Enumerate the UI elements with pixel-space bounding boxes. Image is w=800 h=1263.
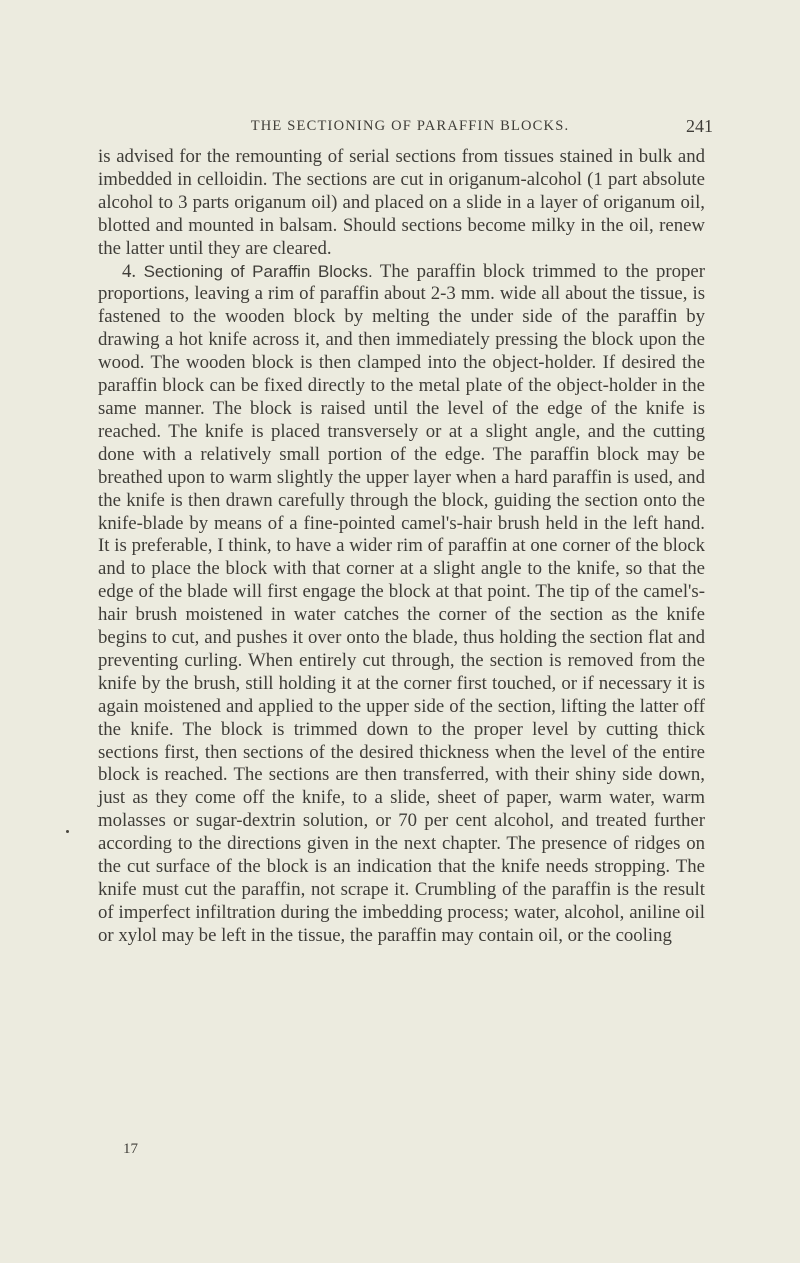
page-number: 241 [686, 116, 713, 136]
running-title: THE SECTIONING OF PARAFFIN BLOCKS. [250, 118, 570, 134]
paragraph-continued: is advised for the remounting of serial sections from tissues stained in bulk and imbedded in celloidin. The sections are cut in origanum-alcohol (1 part absolute alcohol to 3 parts origanum oil) and placed on a slide in a layer of origanum oil, blotted and mounted in balsam. Should sections become milky in the oil, renew the latter until they are cleared. [98, 146, 705, 259]
section-number: 4. [122, 260, 137, 282]
margin-speck [66, 830, 69, 833]
paragraph-sectioning [98, 261, 705, 948]
running-head [107, 118, 713, 138]
signature-mark: 17 [123, 1141, 138, 1157]
body-text [98, 146, 705, 948]
section-heading: Sectioning of Paraffin Blocks. [143, 261, 373, 281]
section-body-text: The paraffin block trimmed to the proper proportions, leaving a rim of paraffin about 2-3 mm. wide all about the tissue, is fastened to the wooden block by melting the under side of the paraffin by drawing a hot knife across it, and then immediately pressing the block upon the wood. The wooden block is then clamped into the object-holder. If desired the paraffin block can be fixed directly to the metal plate of the object-holder in the same manner. The block is raised until the level of the edge of the knife is reached. The knife is placed transversely or at a slight angle, and the cutting done with a relatively small portion of the edge. The paraffin block may be breathed upon to warm slightly the upper layer when a hard paraffin is used, and the knife is then drawn carefully through the block, guiding the section onto the knife-blade by means of a fine-pointed camel's-hair brush held in the left hand. It is preferable, I think, to have a wider rim of paraffin at one corner of the block and to place the block with that corner at a slight angle to the knife, so that the edge of the blade will first engage the block at that point. The tip of the camel's-hair brush moistened in water catches the corner of the section as the knife begins to cut, and pushes it over onto the blade, thus holding the section flat and preventing curling. When entirely cut through, the section is removed from the knife by the brush, still holding it at the corner first touched, or if necessary it is again moistened and applied to the upper side of the section, lifting the latter off the knife. The block is trimmed down to the proper level by cutting thick sections first, then sections of the desired thickness when the level of the entire block is reached. The sections are then transferred, with their shiny side down, just as they come off the knife, to a slide, sheet of paper, warm water, warm molasses or sugar-dextrin solution, or 70 per cent alcohol, and treated further according to the directions given in the next chapter. The presence of ridges on the cut surface of the block is an indication that the knife needs stropping. The knife must cut the paraffin, not scrape it. Crumbling of the paraffin is the result of imperfect infiltration during the imbedding process; water, alcohol, aniline oil or xylol may be left in the tissue, the paraffin may contain oil, or the cooling [98, 260, 705, 946]
